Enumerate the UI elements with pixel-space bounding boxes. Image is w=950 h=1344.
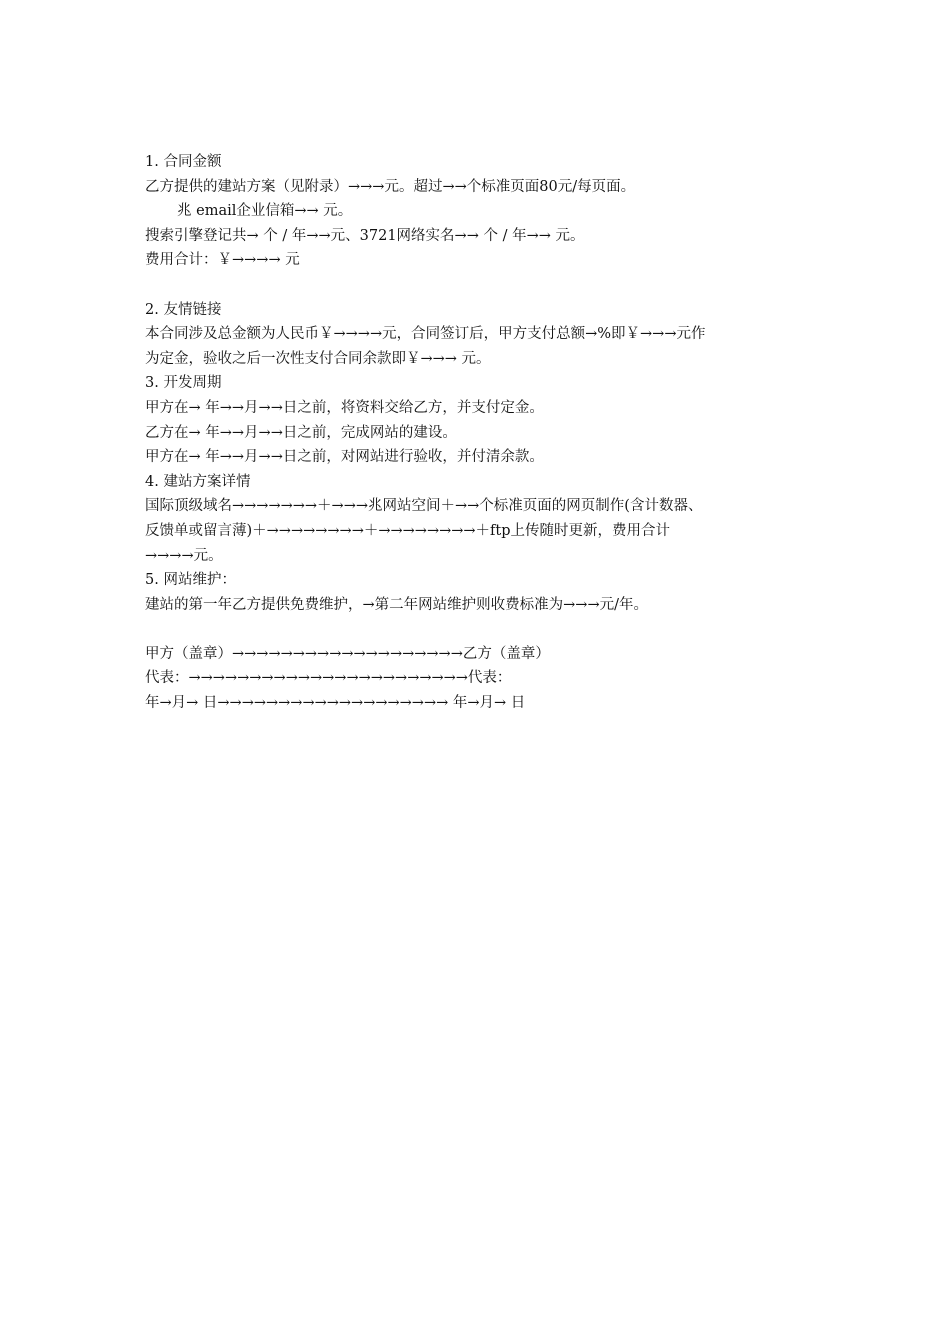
signature-line-representative: 代表：→→→→→→→→→→→→→→→→→→→→→→→代表： (145, 670, 512, 687)
paragraph-line: 甲方在→ 年→→月→→日之前，对网站进行验收，并付清余款。 (145, 449, 544, 466)
paragraph-line: 国际顶级域名→→→→→→→＋→→→兆网站空间＋→→个标准页面的网页制作(含计数器、 (145, 498, 703, 515)
paragraph-line: 甲方在→ 年→→月→→日之前，将资料交给乙方，并支付定金。 (145, 399, 544, 416)
document-body (145, 150, 825, 716)
paragraph-line: 建站的第一年乙方提供免费维护，→第二年网站维护则收费标准为→→→元/年。 (145, 596, 648, 613)
paragraph-line: 费用合计：￥→→→→ 元 (145, 252, 300, 269)
section-heading-plan-details: 4. 建站方案详情 (145, 473, 251, 490)
section-heading-maintenance: 5. 网站维护： (145, 572, 236, 589)
paragraph-line: 搜索引擎登记共→ 个 / 年→→元、3721网络实名→→ 个 / 年→→ 元。 (145, 227, 585, 244)
signature-line-date: 年→月→ 日→→→→→→→→→→→→→→→→→→→ 年→月→ 日 (145, 695, 526, 712)
paragraph-line: →→→→元。 (145, 547, 223, 564)
paragraph-line: 乙方提供的建站方案（见附录）→→→元。超过→→个标准页面80元/每页面。 (145, 178, 636, 195)
blank-line (145, 617, 825, 642)
paragraph-line: 为定金，验收之后一次性支付合同余款即￥→→→ 元。 (145, 350, 491, 367)
paragraph-line: 兆 email企业信箱→→ 元。 (177, 203, 353, 220)
blank-line (145, 273, 825, 298)
paragraph-line: 乙方在→ 年→→月→→日之前，完成网站的建设。 (145, 424, 457, 441)
paragraph-line: 本合同涉及总金额为人民币￥→→→→元，合同签订后，甲方支付总额→%即￥→→→元作 (145, 326, 706, 343)
paragraph-line: 反馈单或留言薄)＋→→→→→→→→＋→→→→→→→→＋ftp上传随时更新，费用合计 (145, 522, 671, 539)
section-heading-contract-amount: 1. 合同金额 (145, 154, 222, 170)
section-heading-development-period: 3. 开发周期 (145, 375, 222, 392)
section-heading-friend-links: 2. 友情链接 (145, 301, 222, 318)
signature-line-seal: 甲方（盖章）→→→→→→→→→→→→→→→→→→→乙方（盖章） (145, 645, 550, 662)
